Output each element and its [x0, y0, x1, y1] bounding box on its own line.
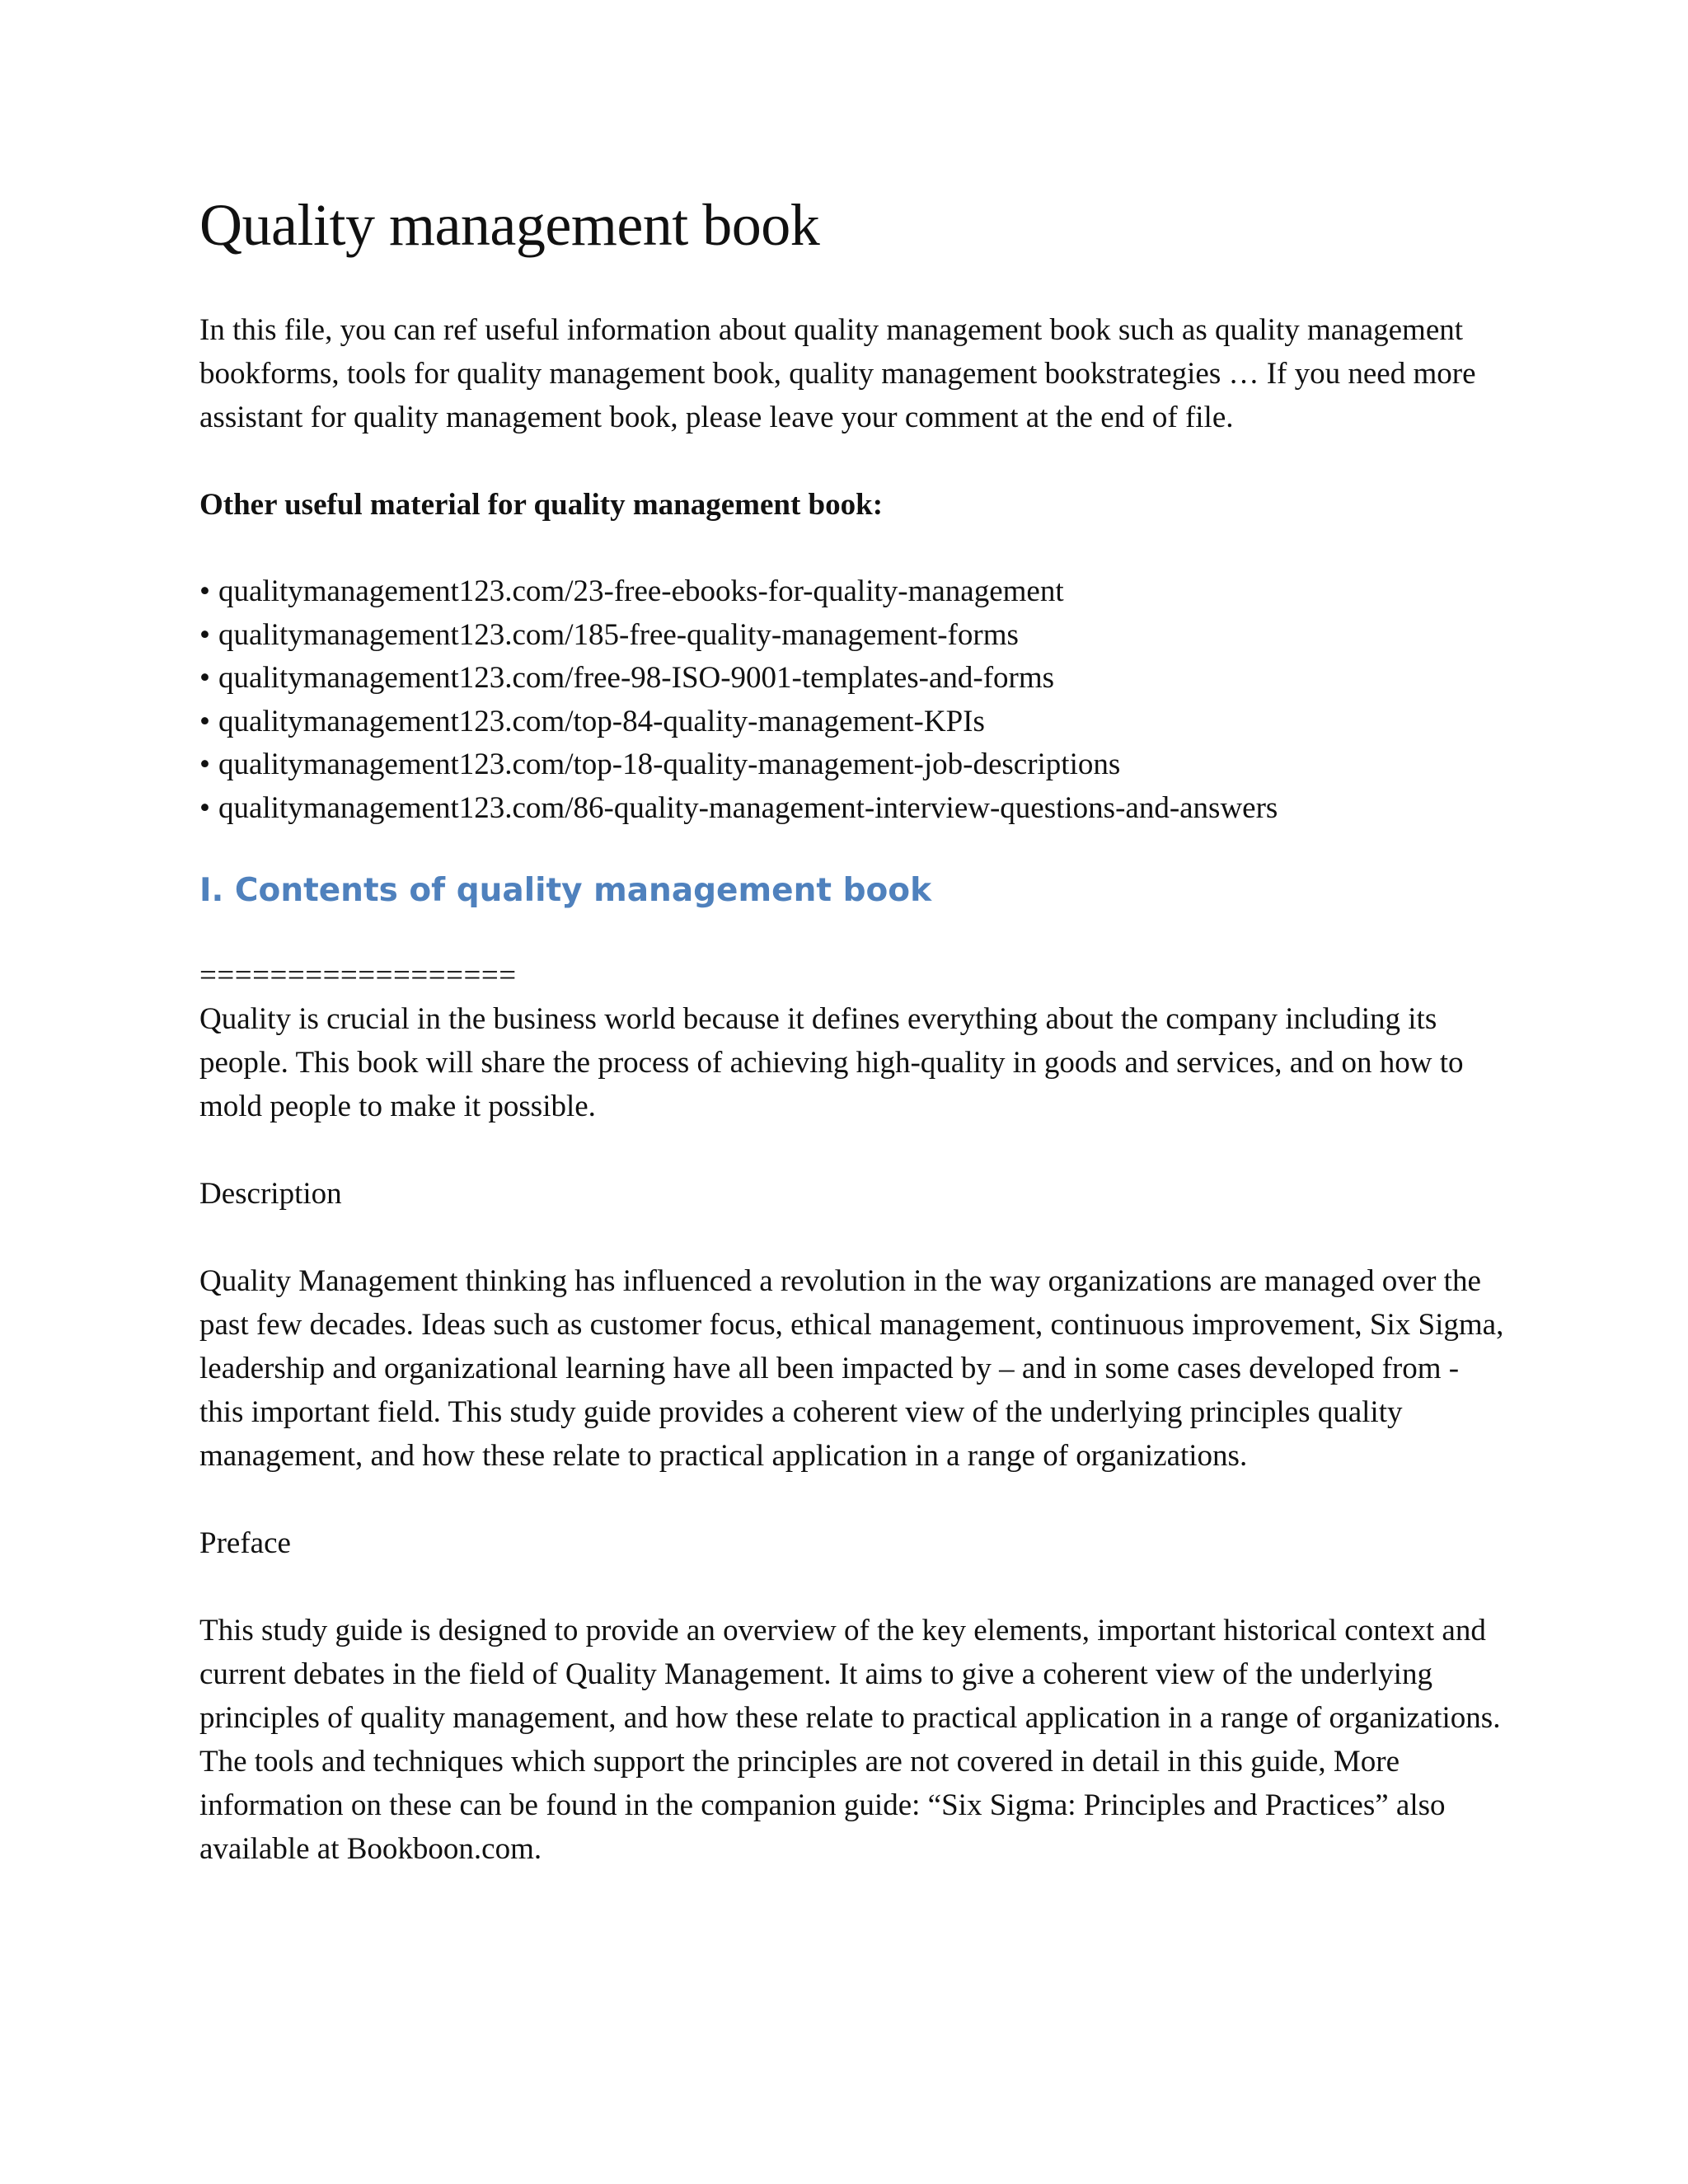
document-title: Quality management book — [199, 192, 820, 258]
other-material-heading: Other useful material for quality management book: — [199, 488, 884, 523]
description-paragraph: Quality Management thinking has influenced a revolution in the way organizations are managed over the past few decades. Ideas such as customer focus, ethical management, continuous improvement, Six Sigma, leadership and organizational learning have all been impacted by – and in some cases developed from - this important field. This study guide provides a coherent view of the underlying principles quality management, and how these relate to practical application in a range of organizations. — [199, 1264, 1504, 1474]
separator-line: ================== — [199, 958, 517, 993]
spacer — [199, 1128, 1510, 1172]
material-link-item[interactable]: • qualitymanagement123.com/top-18-quality-management-job-descriptions — [199, 743, 1510, 787]
material-link-item[interactable]: • qualitymanagement123.com/top-84-quality-management-KPIs — [199, 701, 1510, 744]
material-link-list — [199, 570, 1510, 830]
spacer — [199, 830, 1510, 866]
spacer — [199, 1478, 1510, 1521]
spacer — [199, 439, 1510, 483]
preface-label: Preface — [199, 1526, 291, 1561]
contents-intro-paragraph: Quality is crucial in the business world because it defines everything about the company including its people. This book will share the process of achieving high-quality in goods and services, and on how to mold people to make it possible. — [199, 1002, 1464, 1124]
spacer — [199, 1565, 1510, 1609]
spacer — [199, 916, 1510, 954]
intro-paragraph: In this file, you can ref useful information about quality management book such as quality management bookforms, tools for quality management book, quality management bookstrategies … If you need more assistant for quality management book, please leave your comment at the end of file. — [199, 313, 1476, 435]
section-heading: I. Contents of quality management book — [199, 872, 932, 910]
material-link-item[interactable]: • qualitymanagement123.com/86-quality-management-interview-questions-and-answers — [199, 787, 1510, 831]
spacer — [199, 1216, 1510, 1259]
spacer — [199, 527, 1510, 570]
preface-paragraph: This study guide is designed to provide an overview of the key elements, important historical context and current debates in the field of Quality Management. It aims to give a coherent view of the underlying principles of quality management, and how these relate to practical application in a range of organizations. The tools and techniques which support the principles are not covered in detail in this guide, More information on these can be found in the companion guide: “Six Sigma: Principles and Practices” also available at Bookboon.com. — [199, 1614, 1501, 1867]
material-link-item[interactable]: • qualitymanagement123.com/23-free-ebooks-for-quality-management — [199, 570, 1510, 614]
description-label: Description — [199, 1177, 342, 1212]
material-link-item[interactable]: • qualitymanagement123.com/free-98-ISO-9001-templates-and-forms — [199, 657, 1510, 701]
material-link-item[interactable]: • qualitymanagement123.com/185-free-quality-management-forms — [199, 614, 1510, 658]
document-page — [199, 190, 1510, 1871]
